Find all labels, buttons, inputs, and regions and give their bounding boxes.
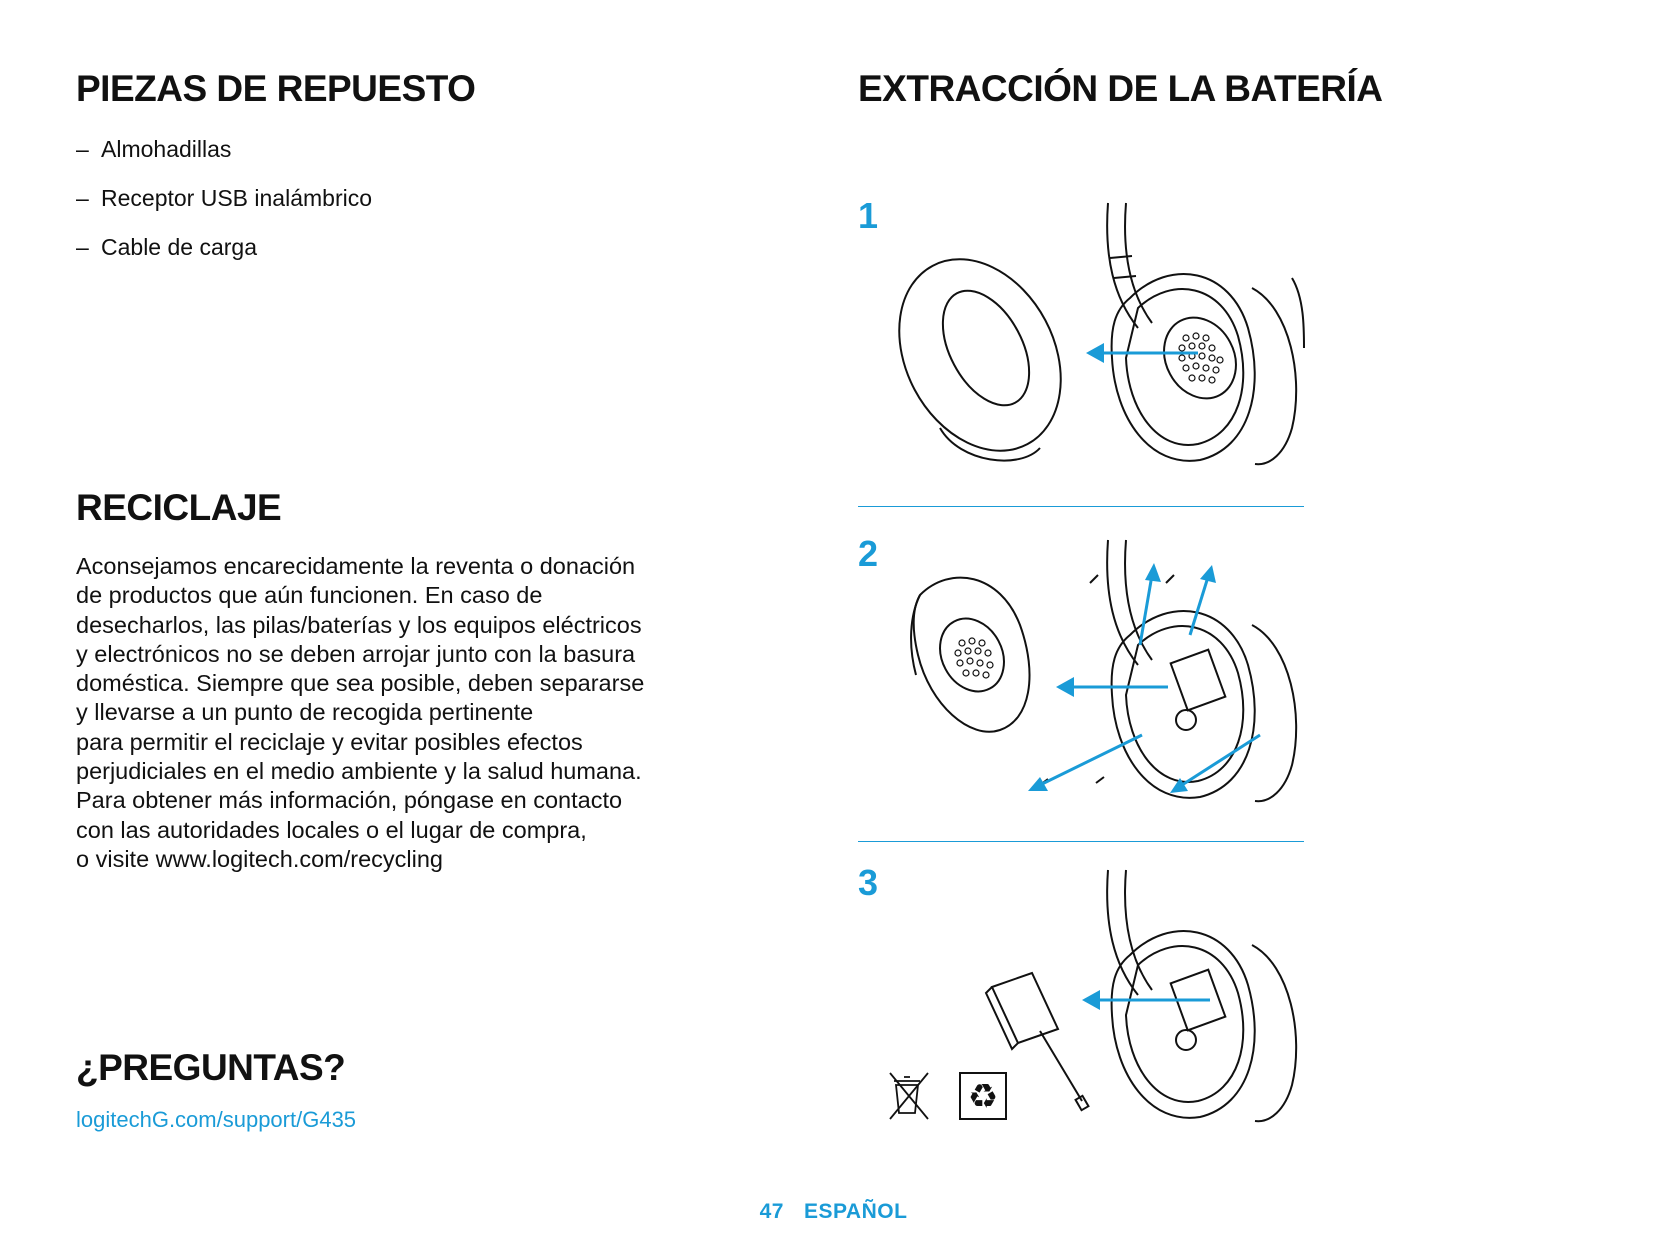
step-number-1: 1 xyxy=(858,195,879,236)
list-item xyxy=(76,181,372,230)
questions-heading: ¿PREGUNTAS? xyxy=(76,1047,346,1088)
svg-text:♻: ♻ xyxy=(967,1077,999,1117)
spare-parts-heading: PIEZAS DE REPUESTO xyxy=(76,68,476,109)
step-number-3: 3 xyxy=(858,862,879,903)
remove-earpad-illustration xyxy=(900,198,1304,483)
recycling-heading: RECICLAJE xyxy=(76,487,282,528)
step-divider xyxy=(858,841,1304,842)
support-link[interactable]: logitechG.com/support/G435 xyxy=(76,1107,357,1132)
paragraph-line: y electrónicos no se deben arrojar junto con la basura xyxy=(76,640,636,667)
list-item-label: Cable de carga xyxy=(101,234,257,260)
battery-removal-heading: EXTRACCIÓN DE LA BATERÍA xyxy=(858,68,1383,109)
paragraph-line: Aconsejamos encarecidamente la reventa o donación xyxy=(76,553,636,579)
paragraph-line: o visite www.logitech.com/recycling xyxy=(76,845,443,872)
list-item-label: Receptor USB inalámbrico xyxy=(101,185,373,211)
paragraph-line: y llevarse a un punto de recogida pertinente xyxy=(76,699,534,726)
list-bullet: – xyxy=(76,234,89,260)
list-bullet: – xyxy=(76,185,89,211)
paragraph-line: de productos que aún funcionen. En caso de xyxy=(76,582,543,609)
unscrew-cover-illustration xyxy=(890,535,1304,825)
page-number: 47 xyxy=(759,1200,784,1223)
list-item xyxy=(76,230,372,279)
footer-language: ESPAÑOL xyxy=(803,1200,908,1223)
paragraph-line: doméstica. Siempre que sea posible, deben separarse xyxy=(76,670,645,697)
paragraph-line: para permitir el reciclaje y evitar posibles efectos xyxy=(76,728,583,755)
step-number-2: 2 xyxy=(858,533,879,574)
weee-crossed-bin-icon xyxy=(890,1073,928,1119)
page-footer xyxy=(0,1200,1667,1224)
recycling-paragraph xyxy=(76,552,716,874)
list-item-label: Almohadillas xyxy=(101,136,232,162)
paragraph-line: perjudiciales en el medio ambiente y la salud humana. xyxy=(76,758,642,785)
step-divider xyxy=(858,506,1304,507)
paragraph-line: Para obtener más información, póngase en contacto xyxy=(76,787,623,814)
list-bullet: – xyxy=(76,136,89,162)
list-item xyxy=(76,132,372,181)
paragraph-line: desecharlos, las pilas/baterías y los equipos eléctricos xyxy=(76,611,642,638)
paragraph-line: con las autoridades locales o el lugar de compra, xyxy=(76,816,587,843)
recycle-icon xyxy=(960,1073,1006,1119)
spare-parts-list xyxy=(76,132,372,279)
remove-battery-illustration xyxy=(890,865,1304,1145)
